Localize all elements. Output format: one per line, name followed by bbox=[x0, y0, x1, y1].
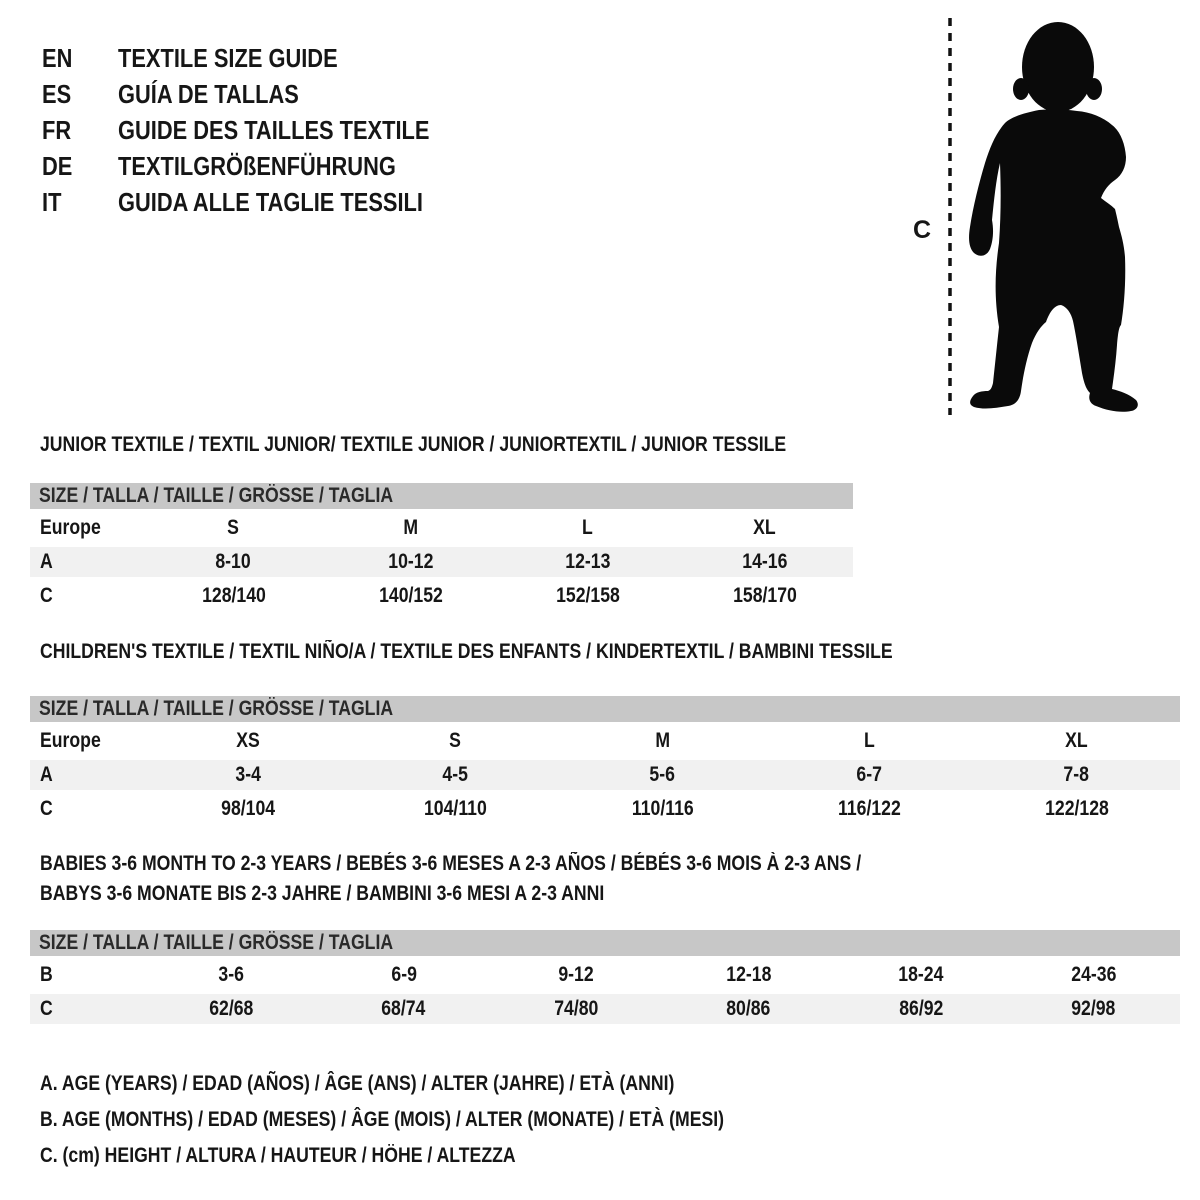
language-code: ES bbox=[42, 78, 72, 109]
table-row bbox=[30, 994, 1180, 1024]
language-row bbox=[42, 148, 489, 184]
section-children-textile bbox=[30, 641, 1180, 824]
height-measure-label: C bbox=[912, 216, 932, 244]
table-cell: 128/140 bbox=[201, 584, 266, 607]
row-label: A bbox=[40, 550, 53, 573]
row-label: Europe bbox=[40, 729, 101, 752]
table-row bbox=[30, 513, 853, 543]
table-row bbox=[30, 547, 853, 577]
language-title: TEXTILE SIZE GUIDE bbox=[118, 42, 338, 73]
table-cell: 74/80 bbox=[554, 997, 599, 1020]
table-cell: 116/122 bbox=[838, 797, 901, 820]
table-cell: L bbox=[582, 516, 593, 539]
table-cell: 122/128 bbox=[1044, 797, 1109, 820]
table-cell: 8-10 bbox=[215, 550, 252, 573]
section-title-text: JUNIOR TEXTILE / TEXTIL JUNIOR/ TEXTILE JUNIOR / JUNIORTEXTIL / JUNIOR TESSILE bbox=[40, 433, 787, 456]
table-cell: S bbox=[227, 516, 240, 539]
table-cell: 98/104 bbox=[221, 797, 276, 820]
section-title bbox=[30, 434, 853, 456]
table-cell: 3-4 bbox=[235, 763, 262, 786]
language-title: GUIDE DES TAILLES TEXTILE bbox=[118, 114, 430, 145]
language-row bbox=[42, 76, 489, 112]
table-row bbox=[30, 760, 1180, 790]
table-cell: 9-12 bbox=[558, 963, 594, 986]
language-row bbox=[42, 40, 489, 76]
table-cell: XL bbox=[1065, 729, 1088, 752]
size-table bbox=[30, 960, 1180, 1024]
table-cell: 110/116 bbox=[631, 797, 694, 820]
table-cell: XS bbox=[236, 729, 261, 752]
language-title: GUÍA DE TALLAS bbox=[118, 78, 299, 109]
table-row bbox=[30, 794, 1180, 824]
table-cell: 14-16 bbox=[741, 550, 788, 573]
row-label: C bbox=[40, 797, 53, 820]
row-label: A bbox=[40, 763, 53, 786]
size-header-text: SIZE / TALLA / TAILLE / GRÖSSE / TAGLIA bbox=[39, 484, 394, 507]
row-label: C bbox=[40, 584, 53, 607]
size-table bbox=[30, 513, 853, 611]
table-row bbox=[30, 960, 1180, 990]
language-code: DE bbox=[42, 150, 73, 181]
legend bbox=[40, 1066, 854, 1174]
section-babies-textile bbox=[30, 849, 1180, 1024]
language-row bbox=[42, 184, 489, 220]
language-code: EN bbox=[42, 42, 73, 73]
size-header-text: SIZE / TALLA / TAILLE / GRÖSSE / TAGLIA bbox=[39, 697, 394, 720]
table-row bbox=[30, 581, 853, 611]
table-cell: XL bbox=[753, 516, 776, 539]
table-cell: 104/110 bbox=[424, 797, 487, 820]
table-cell: 80/86 bbox=[726, 997, 771, 1020]
row-label: B bbox=[40, 963, 53, 986]
section-title-text: BABIES 3-6 MONTH TO 2-3 YEARS / BEBÉS 3-6 MESES A 2-3 AÑOS / BÉBÉS 3-6 MOIS À 2-3 ANS / bbox=[40, 852, 862, 875]
language-code: FR bbox=[42, 114, 72, 145]
table-cell: 92/98 bbox=[1071, 997, 1116, 1020]
height-figure bbox=[905, 13, 1150, 420]
table-cell: 24-36 bbox=[1071, 963, 1117, 986]
row-label: Europe bbox=[40, 516, 101, 539]
table-cell: 7-8 bbox=[1063, 763, 1090, 786]
language-title: TEXTILGRÖßENFÜHRUNG bbox=[118, 150, 396, 181]
section-title bbox=[30, 641, 1180, 663]
table-cell: 3-6 bbox=[218, 963, 244, 986]
table-cell: 12-18 bbox=[726, 963, 772, 986]
row-label: C bbox=[40, 997, 53, 1020]
table-cell: 140/152 bbox=[378, 584, 443, 607]
table-row bbox=[30, 726, 1180, 756]
legend-line-b: B. AGE (MONTHS) / EDAD (MESES) / ÂGE (MOIS) / ALTER (MONATE) / ETÀ (MESI) bbox=[40, 1108, 725, 1131]
table-cell: M bbox=[403, 516, 418, 539]
legend-line-a: A. AGE (YEARS) / EDAD (AÑOS) / ÂGE (ANS) / ALTER (JAHRE) / ETÀ (ANNI) bbox=[40, 1072, 675, 1095]
table-cell: 68/74 bbox=[381, 997, 426, 1020]
size-header-text: SIZE / TALLA / TAILLE / GRÖSSE / TAGLIA bbox=[39, 931, 394, 954]
section-title bbox=[30, 849, 1180, 909]
size-table bbox=[30, 726, 1180, 824]
legend-line-c: C. (cm) HEIGHT / ALTURA / HAUTEUR / HÖHE / ALTEZZA bbox=[40, 1144, 516, 1167]
table-cell: 12-13 bbox=[564, 550, 611, 573]
language-title: GUIDA ALLE TAGLIE TESSILI bbox=[118, 186, 423, 217]
table-cell: 5-6 bbox=[649, 763, 676, 786]
language-code: IT bbox=[42, 186, 62, 217]
section-title-text: BABYS 3-6 MONATE BIS 2-3 JAHRE / BAMBINI 3-6 MESI A 2-3 ANNI bbox=[40, 882, 605, 905]
table-cell: 86/92 bbox=[899, 997, 944, 1020]
table-cell: 62/68 bbox=[209, 997, 254, 1020]
size-header-bar bbox=[30, 930, 1180, 956]
toddler-silhouette-icon bbox=[905, 13, 1150, 420]
table-cell: 152/158 bbox=[555, 584, 620, 607]
table-cell: 6-7 bbox=[856, 763, 883, 786]
language-row bbox=[42, 112, 489, 148]
size-header-bar bbox=[30, 483, 853, 509]
section-title-text: CHILDREN'S TEXTILE / TEXTIL NIÑO/A / TEXTILE DES ENFANTS / KINDERTEXTIL / BAMBINI TESSILE bbox=[40, 640, 893, 663]
table-cell: L bbox=[864, 729, 875, 752]
language-title-list bbox=[42, 40, 489, 220]
size-header-bar bbox=[30, 696, 1180, 722]
table-cell: 18-24 bbox=[898, 963, 944, 986]
table-cell: 158/170 bbox=[732, 584, 797, 607]
table-cell: 10-12 bbox=[387, 550, 434, 573]
table-cell: S bbox=[449, 729, 462, 752]
table-cell: M bbox=[655, 729, 670, 752]
section-junior-textile bbox=[30, 434, 853, 611]
table-cell: 4-5 bbox=[442, 763, 469, 786]
table-cell: 6-9 bbox=[390, 963, 417, 986]
